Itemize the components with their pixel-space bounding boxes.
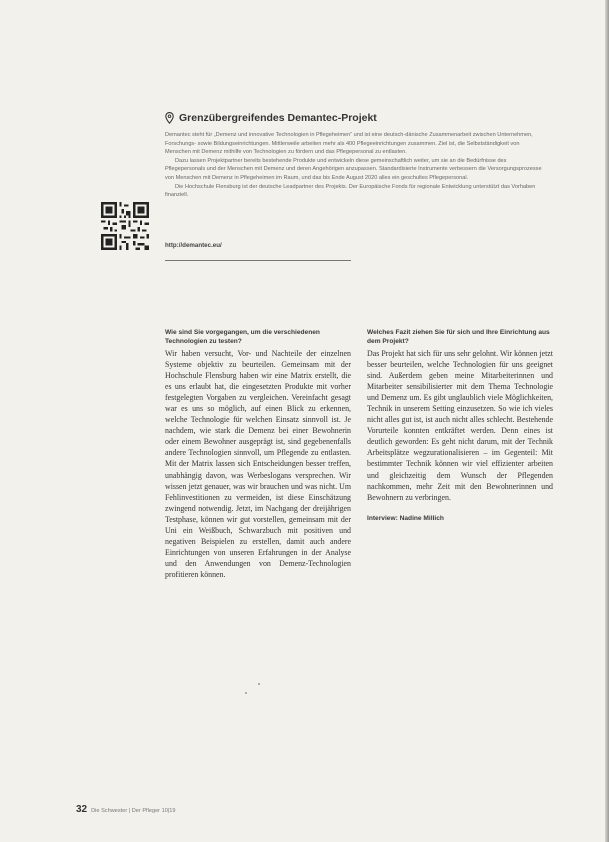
info-box-paragraph: Dazu lassen Projektpartner bereits bestehende Produkte und entwickeln diese gemeinschaftlich weiter, um sie an die Bedürfnisse des Pflegepersonals und der Menschen mit Demenz und deren Angehörigen anzupassen. Standardisierte Instrumente verbessern die Versorgungsprozesse von Menschen mit Demenz in Pflegeheimen im Raum, und das bis Ende August 2020 alles ein geschultes Pflegepersonal.: [165, 157, 542, 181]
right-column: [367, 328, 553, 522]
print-speck: [245, 692, 247, 694]
info-box: [165, 112, 545, 200]
divider: [165, 260, 351, 261]
info-box-paragraph: Demantec steht für „Demenz und innovative Technologien in Pflegeheimen“ und ist eine deutsch-dänische Zusammenarbeit zwischen Unternehmen, Forschungs- sowie Bildungseinrichtungen. Mittlerweile arbeiten mehr als 400 Pflegeeinrichtungen zusammen. Ziel ist, die Selbstständigkeit von Menschen mit Demenz mithilfe von Technologien zu fördern und das Pflegepersonal zu entlasten.: [165, 132, 533, 156]
location-pin-icon: [165, 112, 174, 124]
info-box-text: [165, 131, 543, 200]
qr-code[interactable]: [101, 202, 149, 250]
publication-name: Die Schwester | Der Pfleger 10|19: [91, 808, 176, 814]
page-footer: [76, 804, 176, 815]
info-box-title-text: Grenzübergreifendes Demantec-Projekt: [179, 112, 377, 124]
interview-credit: Interview: Nadine Millich: [367, 514, 444, 522]
interview-answer: Wir haben versucht, Vor- und Nachteile der einzelnen Systeme objektiv zu beurteilen. Gemeinsam mit der Hochschule Flensburg haben wir eine Matrix erstellt, die es uns erlaubt hat, die eingesetzten Produkte mit vorher festgelegten Vorgaben zu vergleichen. Vereinfacht gesagt war es uns so möglich, auf einen Blick zu erkennen, welche Technologie für welchen Einsatz sinnvoll ist. Je nachdem, wie stark die Demenz bei einer Bewohnerin oder einem Bewohner ausgeprägt ist, sind gegebenenfalls andere Technologien sinnvoll, um Pflegende zu entlasten. Mit der Matrix lassen sich Entscheidungen besser treffen, unabhängig davon, was Werbeslogans versprechen. Wir wissen jetzt genauer, was wir brauchen und was nicht. Um Fehlinvestitionen zu vermeiden, ist diese Einschätzung zwingend notwendig. Jetzt, im Nachgang der dreijährigen Testphase, können wir gut vorstellen, gemeinsam mit der Uni ein Weißbuch, Schwarzbuch mit positiven und negativen Beispielen zu erstellen, damit auch andere Einrichtungen von unseren Erfahrungen in der Analyse und den Anwendungen von Demenz-Technologien profitieren können.: [165, 349, 351, 579]
print-speck: [258, 683, 260, 685]
info-box-paragraph: Die Hochschule Flensburg ist der deutsche Leadpartner des Projekts. Der Europäische Fonds für regionale Entwicklung unterstützt das Vorhaben finanziell.: [165, 183, 536, 199]
left-column: [165, 328, 351, 580]
page-edge-shadow: [605, 0, 609, 842]
interview-question: Welches Fazit ziehen Sie für sich und Ihre Einrichtung aus dem Projekt?: [367, 329, 550, 345]
info-box-title: [165, 112, 545, 124]
interview-answer: Das Projekt hat sich für uns sehr gelohnt. Wir können jetzt besser beurteilen, welche Technologien für uns geeignet sind. Außerdem geben meine Mitarbeiterinnen und Mitarbeiter sensibilisierter mit dem Thema Technologie und Demenz um. Es gibt unglaublich viele Möglichkeiten, Technik in unserem Setting einzusetzen. So wie ich vieles nicht alles gut ist, ist auch nicht alles schlecht. Bestehende Vorurteile konnten entkräftet werden. Denn eines ist deutlich geworden: Es geht nicht darum, mit der Technik Arbeitsplätze wegzurationalisieren – im Gegenteil: Mit bestimmter Technik können wir viel effizienter arbeiten und gleichzeitig dem Wunsch der Pflegenden nachkommen, mehr Zeit mit den Bewohnerinnen und Bewohnern zu verbringen.: [367, 349, 553, 502]
page-number: 32: [76, 804, 88, 815]
project-link[interactable]: http://demantec.eu/: [165, 242, 222, 249]
interview-question: Wie sind Sie vorgegangen, um die verschiedenen Technologien zu testen?: [165, 329, 320, 345]
